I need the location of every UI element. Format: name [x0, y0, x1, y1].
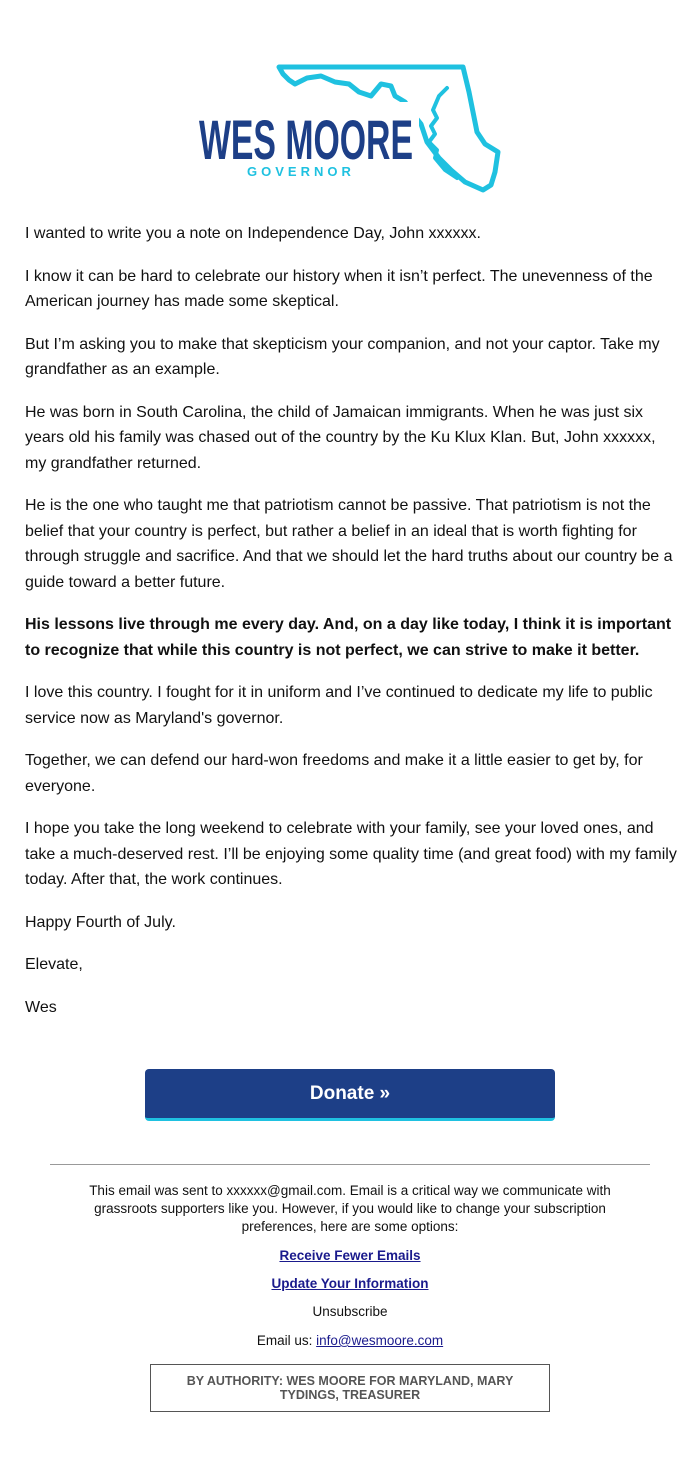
update-information-link[interactable]: Update Your Information: [271, 1276, 429, 1291]
closing-greeting: Happy Fourth of July.: [25, 913, 176, 931]
paragraph: He is the one who taught me that patriotism cannot be passive. That patriotism is not the belief that your country is perfect, but rather a belief in an ideal that is worth fighting for through struggle and sacrifice. And that we should let the hard truths about our country be a guide toward a better future.: [25, 497, 673, 591]
logo-governor-text: GOVERNOR: [247, 164, 355, 179]
email-address-link[interactable]: info@wesmoore.com: [316, 1333, 444, 1348]
paragraph: He was born in South Carolina, the child of Jamaican immigrants. When he was just six years old his family was chased out of the country by the Ku Klux Klan. But, John xxxxxx, my grandfather returned.: [25, 403, 656, 472]
profile-face-icon: [429, 88, 457, 178]
signature: Wes: [25, 998, 57, 1016]
wes-moore-logo: [195, 62, 505, 197]
paragraph: Together, we can defend our hard-won freedoms and make it a little easier to get by, for everyone.: [25, 752, 643, 795]
receive-fewer-emails-link[interactable]: Receive Fewer Emails: [279, 1248, 421, 1263]
footer: [50, 1182, 650, 1348]
logo-svg: [195, 62, 505, 197]
logo-name-text: WES MOORE: [199, 108, 413, 171]
sign-off: Elevate,: [25, 956, 83, 973]
paragraph: I hope you take the long weekend to celebrate with your family, see your loved ones, and take a much-deserved rest. I’ll be enjoying some quality time (and great food) with my family today. After that, the work continues.: [25, 820, 677, 888]
paragraph: I know it can be hard to celebrate our history when it isn’t perfect. The unevenness of the American journey has made some skeptical.: [25, 267, 653, 310]
authority-text: BY AUTHORITY: WES MOORE FOR MARYLAND, MARY TYDINGS, TREASURER: [186, 1374, 514, 1402]
letter-body: [25, 221, 677, 1037]
paragraph: I love this country. I fought for it in uniform and I’ve continued to dedicate my life to public service now as Maryland's governor.: [25, 684, 653, 727]
bold-paragraph: His lessons live through me every day. And, on a day like today, I think it is important to recognize that while this country is not perfect, we can strive to make it better.: [25, 616, 672, 659]
footer-disclaimer: This email was sent to xxxxxx@gmail.com. Email is a critical way we communicate with grassroots supporters like you. However, if you would like to change your subscription preferences, here are some options:: [89, 1183, 611, 1234]
paragraph: I wanted to write you a note on Independence Day, John xxxxxx.: [25, 225, 481, 242]
footer-divider: [50, 1164, 650, 1165]
paragraph: But I’m asking you to make that skepticism your companion, and not your captor. Take my grandfather as an example.: [25, 335, 660, 378]
email-us-line: [50, 1333, 650, 1348]
donate-button[interactable]: Donate »: [145, 1069, 555, 1121]
authority-disclaimer: [150, 1364, 550, 1412]
email-us-label: Email us:: [256, 1333, 313, 1348]
unsubscribe-link[interactable]: Unsubscribe: [312, 1304, 388, 1319]
